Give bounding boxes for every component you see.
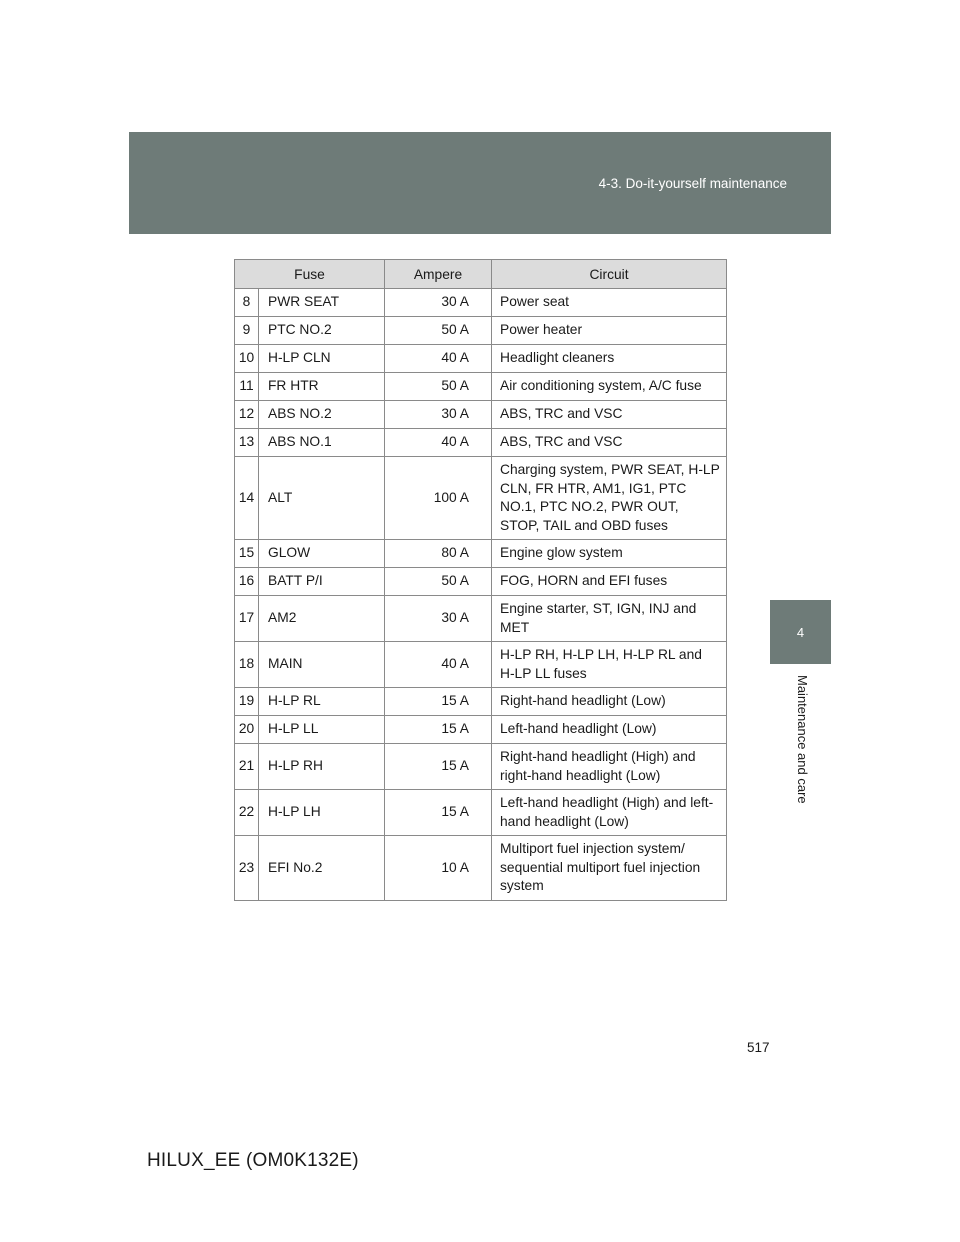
table-row <box>235 540 727 568</box>
column-header-fuse: Fuse <box>235 260 385 289</box>
fuse-circuit: Multiport fuel injection system/ sequential multiport fuel injection system <box>492 836 727 901</box>
fuse-circuit: Right-hand headlight (Low) <box>492 688 727 716</box>
fuse-ampere: 50 A <box>385 568 492 596</box>
fuse-circuit: H-LP RH, H-LP LH, H-LP RL and H-LP LL fuses <box>492 642 727 688</box>
fuse-circuit: Power heater <box>492 317 727 345</box>
table-row <box>235 596 727 642</box>
fuse-ampere: 15 A <box>385 716 492 744</box>
fuse-circuit: FOG, HORN and EFI fuses <box>492 568 727 596</box>
fuse-number: 15 <box>235 540 259 568</box>
fuse-number: 21 <box>235 744 259 790</box>
column-header-circuit: Circuit <box>492 260 727 289</box>
fuse-name: GLOW <box>259 540 385 568</box>
fuse-circuit: Engine starter, ST, IGN, INJ and MET <box>492 596 727 642</box>
fuse-ampere: 80 A <box>385 540 492 568</box>
fuse-number: 13 <box>235 429 259 457</box>
table-row <box>235 716 727 744</box>
fuse-circuit: Air conditioning system, A/C fuse <box>492 373 727 401</box>
table-row <box>235 429 727 457</box>
fuse-name: H-LP RL <box>259 688 385 716</box>
fuse-number: 23 <box>235 836 259 901</box>
model-code: HILUX_EE (OM0K132E) <box>147 1150 359 1171</box>
fuse-name: PTC NO.2 <box>259 317 385 345</box>
fuse-ampere: 50 A <box>385 373 492 401</box>
table-row <box>235 568 727 596</box>
page-number: 517 <box>747 1040 770 1055</box>
fuse-name: FR HTR <box>259 373 385 401</box>
header-band <box>129 132 831 234</box>
fuse-name: H-LP CLN <box>259 345 385 373</box>
fuse-ampere: 100 A <box>385 457 492 540</box>
fuse-number: 14 <box>235 457 259 540</box>
column-header-ampere: Ampere <box>385 260 492 289</box>
table-row <box>235 688 727 716</box>
fuse-name: AM2 <box>259 596 385 642</box>
fuse-ampere: 40 A <box>385 429 492 457</box>
fuse-number: 17 <box>235 596 259 642</box>
fuse-ampere: 15 A <box>385 744 492 790</box>
fuse-circuit: Left-hand headlight (High) and left-hand headlight (Low) <box>492 790 727 836</box>
fuse-ampere: 30 A <box>385 401 492 429</box>
table-row <box>235 836 727 901</box>
fuse-name: ABS NO.1 <box>259 429 385 457</box>
fuse-circuit: ABS, TRC and VSC <box>492 429 727 457</box>
fuse-ampere: 50 A <box>385 317 492 345</box>
chapter-tab-label: Maintenance and care <box>795 675 810 804</box>
fuse-number: 11 <box>235 373 259 401</box>
table-row <box>235 642 727 688</box>
table-row <box>235 790 727 836</box>
fuse-circuit: Engine glow system <box>492 540 727 568</box>
fuse-ampere: 30 A <box>385 289 492 317</box>
fuse-name: H-LP LL <box>259 716 385 744</box>
fuse-ampere: 40 A <box>385 345 492 373</box>
table-row <box>235 289 727 317</box>
fuse-ampere: 15 A <box>385 688 492 716</box>
fuse-number: 9 <box>235 317 259 345</box>
fuse-name: MAIN <box>259 642 385 688</box>
fuse-circuit: Charging system, PWR SEAT, H-LP CLN, FR HTR, AM1, IG1, PTC NO.1, PTC NO.2, PWR OUT, STOP, TAIL and OBD fuses <box>492 457 727 540</box>
table-row <box>235 457 727 540</box>
fuse-name: PWR SEAT <box>259 289 385 317</box>
fuse-table <box>234 259 727 901</box>
fuse-number: 22 <box>235 790 259 836</box>
fuse-number: 19 <box>235 688 259 716</box>
fuse-circuit: Headlight cleaners <box>492 345 727 373</box>
fuse-number: 12 <box>235 401 259 429</box>
fuse-circuit: Left-hand headlight (Low) <box>492 716 727 744</box>
fuse-ampere: 30 A <box>385 596 492 642</box>
table-header-row <box>235 260 727 289</box>
table-row <box>235 401 727 429</box>
fuse-name: ABS NO.2 <box>259 401 385 429</box>
fuse-ampere: 10 A <box>385 836 492 901</box>
fuse-name: EFI No.2 <box>259 836 385 901</box>
table-row <box>235 373 727 401</box>
fuse-name: H-LP LH <box>259 790 385 836</box>
fuse-number: 8 <box>235 289 259 317</box>
fuse-ampere: 15 A <box>385 790 492 836</box>
table-row <box>235 317 727 345</box>
fuse-name: H-LP RH <box>259 744 385 790</box>
fuse-number: 10 <box>235 345 259 373</box>
table-row <box>235 345 727 373</box>
section-title: 4-3. Do-it-yourself maintenance <box>598 176 787 191</box>
fuse-number: 18 <box>235 642 259 688</box>
fuse-name: BATT P/I <box>259 568 385 596</box>
fuse-name: ALT <box>259 457 385 540</box>
fuse-number: 20 <box>235 716 259 744</box>
table-row <box>235 744 727 790</box>
fuse-circuit: Power seat <box>492 289 727 317</box>
fuse-number: 16 <box>235 568 259 596</box>
fuse-circuit: ABS, TRC and VSC <box>492 401 727 429</box>
chapter-tab-number: 4 <box>770 600 831 664</box>
fuse-ampere: 40 A <box>385 642 492 688</box>
fuse-circuit: Right-hand headlight (High) and right-hand headlight (Low) <box>492 744 727 790</box>
